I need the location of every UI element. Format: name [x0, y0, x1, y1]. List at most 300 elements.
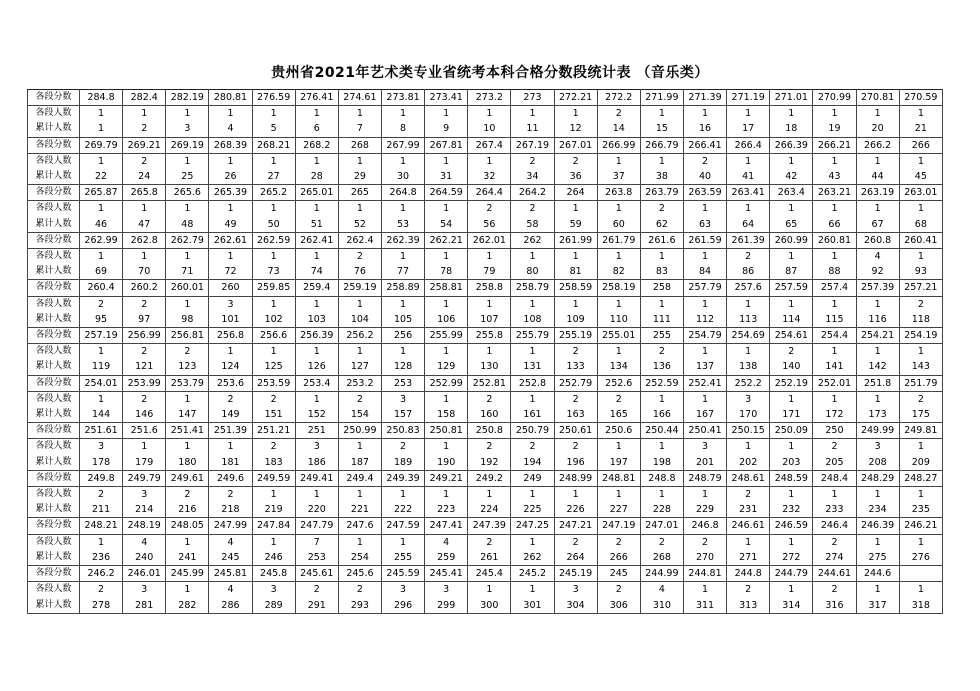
score-cell: 251.79: [899, 375, 942, 391]
score-cell: 245.2: [511, 566, 554, 582]
score-cell: 254.79: [683, 328, 726, 344]
cumulative-cell: 74: [295, 264, 338, 280]
cumulative-cell: 118: [899, 312, 942, 328]
score-cell: 247.59: [381, 518, 424, 534]
count-cell: 4: [856, 249, 899, 265]
count-cell: 1: [80, 249, 123, 265]
count-cell: 1: [813, 344, 856, 360]
count-cell: 1: [123, 201, 166, 217]
score-cell: 262: [511, 232, 554, 248]
score-cell: 249.59: [252, 470, 295, 486]
count-row: [28, 106, 943, 122]
score-cell: 262.79: [166, 232, 209, 248]
cumulative-cell: 317: [856, 598, 899, 614]
score-cell: 245: [597, 566, 640, 582]
count-cell: 1: [856, 344, 899, 360]
score-cell: 250.79: [511, 423, 554, 439]
cumulative-cell: 134: [597, 359, 640, 375]
count-cell: 1: [770, 249, 813, 265]
score-cell: 276.59: [252, 90, 295, 106]
score-cell: 258.89: [381, 280, 424, 296]
score-cell: 260.41: [899, 232, 942, 248]
page-title: 贵州省2021年艺术类专业省统考本科合格分数段统计表 （音乐类）: [271, 65, 709, 81]
score-cell: 273.81: [381, 90, 424, 106]
cumulative-cell: 56: [468, 217, 511, 233]
score-cell: 261.39: [727, 232, 770, 248]
count-cell: 3: [252, 582, 295, 598]
count-cell: 2: [554, 344, 597, 360]
score-cell: 260.81: [813, 232, 856, 248]
cumulative-cell: 72: [209, 264, 252, 280]
score-cell: 248.61: [727, 470, 770, 486]
count-cell: 1: [511, 487, 554, 503]
cumulative-cell: 136: [640, 359, 683, 375]
cumulative-cell: 60: [597, 217, 640, 233]
score-cell: 255.19: [554, 328, 597, 344]
score-row-label: 各段分数: [28, 423, 80, 439]
count-cell: 3: [381, 582, 424, 598]
score-cell: 254.61: [770, 328, 813, 344]
score-cell: 247.19: [597, 518, 640, 534]
cumulative-cell: 313: [727, 598, 770, 614]
cumulative-cell: 58: [511, 217, 554, 233]
count-cell: 2: [123, 296, 166, 312]
score-cell: 266.2: [856, 137, 899, 153]
score-cell: 271.39: [683, 90, 726, 106]
count-cell: 2: [209, 487, 252, 503]
cumulative-cell: 274: [813, 550, 856, 566]
count-cell: 4: [123, 534, 166, 550]
score-row: [28, 232, 943, 248]
cumulative-cell: 306: [597, 598, 640, 614]
cumulative-cell: 180: [166, 455, 209, 471]
score-cell: 259.19: [338, 280, 381, 296]
cumulative-cell: 254: [338, 550, 381, 566]
cumulative-cell: 113: [727, 312, 770, 328]
cumulative-cell: 84: [683, 264, 726, 280]
cumulative-cell: 124: [209, 359, 252, 375]
count-cell: 1: [856, 487, 899, 503]
count-cell: 2: [597, 582, 640, 598]
cumulative-cell: 157: [381, 407, 424, 423]
cumulative-cell: 224: [468, 502, 511, 518]
cumulative-cell: 131: [511, 359, 554, 375]
score-cell: 267.01: [554, 137, 597, 153]
cumulative-cell: 209: [899, 455, 942, 471]
cumulative-cell: 198: [640, 455, 683, 471]
count-cell: 1: [899, 153, 942, 169]
cumulative-cell: 105: [381, 312, 424, 328]
cumulative-cell: 140: [770, 359, 813, 375]
score-cell: 255.79: [511, 328, 554, 344]
count-row-label: 各段人数: [28, 201, 80, 217]
cumulative-cell: 29: [338, 169, 381, 185]
score-cell: 246.59: [770, 518, 813, 534]
cumulative-cell: 65: [770, 217, 813, 233]
cumulative-cell: 34: [511, 169, 554, 185]
count-cell: 1: [252, 106, 295, 122]
count-cell: 1: [813, 391, 856, 407]
cumulative-row-label: 累计人数: [28, 359, 80, 375]
count-cell: 1: [338, 106, 381, 122]
cumulative-cell: 228: [640, 502, 683, 518]
cumulative-cell: 82: [597, 264, 640, 280]
score-cell: 256.6: [252, 328, 295, 344]
count-cell: 1: [770, 487, 813, 503]
cumulative-cell: 126: [295, 359, 338, 375]
cumulative-cell: 235: [899, 502, 942, 518]
cumulative-cell: 231: [727, 502, 770, 518]
count-cell: 1: [770, 296, 813, 312]
cumulative-cell: 102: [252, 312, 295, 328]
count-cell: 1: [683, 296, 726, 312]
cumulative-cell: 264: [554, 550, 597, 566]
count-cell: 3: [727, 391, 770, 407]
score-cell: 249.81: [899, 423, 942, 439]
score-cell: 264.2: [511, 185, 554, 201]
score-cell: 256.39: [295, 328, 338, 344]
score-cell: 266.4: [727, 137, 770, 153]
cumulative-cell: 218: [209, 502, 252, 518]
score-cell: 249: [511, 470, 554, 486]
count-row: [28, 439, 943, 455]
cumulative-cell: 151: [252, 407, 295, 423]
cumulative-cell: 197: [597, 455, 640, 471]
count-cell: 1: [468, 249, 511, 265]
count-cell: 2: [899, 296, 942, 312]
count-cell: 1: [899, 487, 942, 503]
cumulative-cell: 129: [425, 359, 468, 375]
score-cell: 265.39: [209, 185, 252, 201]
score-cell: 253.99: [123, 375, 166, 391]
score-cell: 253.79: [166, 375, 209, 391]
count-cell: 1: [511, 106, 554, 122]
cumulative-cell: 66: [813, 217, 856, 233]
count-cell: 1: [899, 439, 942, 455]
count-cell: 1: [640, 153, 683, 169]
count-cell: 2: [554, 153, 597, 169]
score-cell: 250.8: [468, 423, 511, 439]
count-row-label: 各段人数: [28, 391, 80, 407]
score-cell: 260.01: [166, 280, 209, 296]
cumulative-cell: 68: [899, 217, 942, 233]
cumulative-cell: 282: [166, 598, 209, 614]
count-cell: 4: [209, 582, 252, 598]
count-cell: 1: [468, 344, 511, 360]
cumulative-cell: 316: [813, 598, 856, 614]
count-cell: 1: [468, 106, 511, 122]
cumulative-cell: 173: [856, 407, 899, 423]
score-distribution-table: [27, 89, 943, 614]
score-cell: 261.79: [597, 232, 640, 248]
count-cell: 1: [597, 439, 640, 455]
count-cell: 1: [252, 344, 295, 360]
cumulative-cell: 272: [770, 550, 813, 566]
count-cell: 1: [856, 534, 899, 550]
count-cell: 2: [727, 582, 770, 598]
score-cell: 267.81: [425, 137, 468, 153]
count-cell: 4: [209, 534, 252, 550]
score-cell: 255.8: [468, 328, 511, 344]
cumulative-cell: 46: [80, 217, 123, 233]
count-cell: 2: [123, 153, 166, 169]
count-cell: 2: [166, 344, 209, 360]
count-cell: 1: [295, 153, 338, 169]
score-cell: 263.79: [640, 185, 683, 201]
count-cell: 2: [80, 582, 123, 598]
count-cell: 2: [468, 391, 511, 407]
score-cell: 246.39: [856, 518, 899, 534]
cumulative-cell: 73: [252, 264, 295, 280]
score-cell: 248.27: [899, 470, 942, 486]
count-cell: 1: [166, 534, 209, 550]
cumulative-cell: 3: [166, 121, 209, 137]
count-cell: 1: [209, 106, 252, 122]
score-row-label: 各段分数: [28, 566, 80, 582]
score-cell: 245.41: [425, 566, 468, 582]
cumulative-cell: 92: [856, 264, 899, 280]
score-cell: 263.21: [813, 185, 856, 201]
score-cell: 245.6: [338, 566, 381, 582]
score-cell: 254.4: [813, 328, 856, 344]
count-cell: 4: [640, 582, 683, 598]
cumulative-cell: 203: [770, 455, 813, 471]
cumulative-cell: 289: [252, 598, 295, 614]
count-cell: 1: [123, 249, 166, 265]
score-cell: 262.01: [468, 232, 511, 248]
count-cell: 2: [468, 201, 511, 217]
score-cell: 250.44: [640, 423, 683, 439]
score-cell: 256.81: [166, 328, 209, 344]
score-cell: 255.99: [425, 328, 468, 344]
cumulative-cell: 93: [899, 264, 942, 280]
score-cell: 246.8: [683, 518, 726, 534]
cumulative-cell: 296: [381, 598, 424, 614]
count-cell: 1: [381, 487, 424, 503]
count-cell: 1: [597, 487, 640, 503]
count-cell: 2: [252, 439, 295, 455]
count-cell: 1: [856, 153, 899, 169]
count-cell: 3: [209, 296, 252, 312]
cumulative-cell: 110: [597, 312, 640, 328]
count-cell: 2: [899, 391, 942, 407]
count-cell: 1: [468, 487, 511, 503]
cumulative-cell: 246: [252, 550, 295, 566]
count-row: [28, 582, 943, 598]
count-cell: 1: [425, 106, 468, 122]
count-cell: 3: [554, 582, 597, 598]
score-row-label: 各段分数: [28, 232, 80, 248]
cumulative-cell: 158: [425, 407, 468, 423]
count-cell: 1: [425, 344, 468, 360]
count-cell: 2: [683, 534, 726, 550]
count-row-label: 各段人数: [28, 439, 80, 455]
score-cell: 252.19: [770, 375, 813, 391]
cumulative-cell: 147: [166, 407, 209, 423]
cumulative-row: [28, 407, 943, 423]
score-cell: 250.81: [425, 423, 468, 439]
cumulative-cell: 314: [770, 598, 813, 614]
cumulative-cell: 196: [554, 455, 597, 471]
cumulative-cell: 10: [468, 121, 511, 137]
cumulative-cell: 299: [425, 598, 468, 614]
count-cell: 1: [425, 249, 468, 265]
cumulative-cell: 286: [209, 598, 252, 614]
cumulative-cell: 293: [338, 598, 381, 614]
count-cell: 1: [554, 249, 597, 265]
count-cell: 2: [813, 534, 856, 550]
cumulative-cell: 161: [511, 407, 554, 423]
count-cell: 1: [468, 153, 511, 169]
count-cell: 1: [468, 582, 511, 598]
cumulative-cell: 163: [554, 407, 597, 423]
cumulative-cell: 229: [683, 502, 726, 518]
count-cell: 1: [381, 201, 424, 217]
score-cell: 257.21: [899, 280, 942, 296]
count-cell: 1: [511, 534, 554, 550]
score-cell: 247.99: [209, 518, 252, 534]
score-cell: 252.79: [554, 375, 597, 391]
cumulative-cell: 241: [166, 550, 209, 566]
score-cell: 250.15: [727, 423, 770, 439]
score-cell: 266: [899, 137, 942, 153]
cumulative-cell: 183: [252, 455, 295, 471]
count-cell: 1: [166, 249, 209, 265]
count-cell: 1: [80, 344, 123, 360]
score-cell: 274.61: [338, 90, 381, 106]
score-row-label: 各段分数: [28, 470, 80, 486]
score-cell: 265.6: [166, 185, 209, 201]
cumulative-cell: 236: [80, 550, 123, 566]
count-cell: 1: [252, 201, 295, 217]
cumulative-cell: 166: [640, 407, 683, 423]
score-cell: 264.4: [468, 185, 511, 201]
score-cell: 280.81: [209, 90, 252, 106]
cumulative-cell: 167: [683, 407, 726, 423]
score-cell: 253.2: [338, 375, 381, 391]
count-cell: 1: [554, 487, 597, 503]
score-cell: 251.39: [209, 423, 252, 439]
score-cell: 255.01: [597, 328, 640, 344]
score-cell: 254.69: [727, 328, 770, 344]
score-cell: 248.8: [640, 470, 683, 486]
cumulative-row-label: 累计人数: [28, 121, 80, 137]
score-cell: 265.2: [252, 185, 295, 201]
score-cell: 250.99: [338, 423, 381, 439]
cumulative-cell: 253: [295, 550, 338, 566]
count-cell: 2: [511, 201, 554, 217]
cumulative-row-label: 累计人数: [28, 217, 80, 233]
cumulative-row: [28, 359, 943, 375]
score-cell: 248.81: [597, 470, 640, 486]
score-cell: 273.41: [425, 90, 468, 106]
count-cell: 1: [166, 439, 209, 455]
count-cell: 2: [338, 391, 381, 407]
count-cell: 1: [425, 439, 468, 455]
count-row-label: 各段人数: [28, 582, 80, 598]
count-row-label: 各段人数: [28, 249, 80, 265]
score-cell: 259.4: [295, 280, 338, 296]
score-cell: 258.81: [425, 280, 468, 296]
score-row: [28, 90, 943, 106]
count-cell: 2: [511, 153, 554, 169]
cumulative-cell: 142: [856, 359, 899, 375]
cumulative-cell: 138: [727, 359, 770, 375]
cumulative-cell: 178: [80, 455, 123, 471]
score-cell: 247.21: [554, 518, 597, 534]
score-cell: 249.39: [381, 470, 424, 486]
cumulative-cell: 300: [468, 598, 511, 614]
cumulative-cell: 86: [727, 264, 770, 280]
count-row: [28, 487, 943, 503]
count-cell: 1: [511, 344, 554, 360]
count-cell: 1: [899, 106, 942, 122]
count-cell: 1: [338, 439, 381, 455]
score-cell: 251.21: [252, 423, 295, 439]
score-cell: 244.8: [727, 566, 770, 582]
score-cell: 264: [554, 185, 597, 201]
count-cell: 1: [381, 344, 424, 360]
score-cell: 264.59: [425, 185, 468, 201]
cumulative-cell: 106: [425, 312, 468, 328]
cumulative-cell: 7: [338, 121, 381, 137]
cumulative-cell: 88: [813, 264, 856, 280]
count-cell: 1: [252, 534, 295, 550]
count-cell: 1: [166, 106, 209, 122]
cumulative-cell: 26: [209, 169, 252, 185]
score-cell: 246.61: [727, 518, 770, 534]
cumulative-cell: 79: [468, 264, 511, 280]
count-cell: 1: [295, 391, 338, 407]
count-cell: 1: [209, 153, 252, 169]
score-cell: 252.8: [511, 375, 554, 391]
cumulative-cell: 9: [425, 121, 468, 137]
count-cell: 2: [295, 582, 338, 598]
count-cell: 1: [252, 296, 295, 312]
score-cell: 262.21: [425, 232, 468, 248]
count-cell: 1: [80, 534, 123, 550]
cumulative-cell: 59: [554, 217, 597, 233]
score-cell: 272.2: [597, 90, 640, 106]
cumulative-cell: 14: [597, 121, 640, 137]
cumulative-cell: 50: [252, 217, 295, 233]
cumulative-cell: 225: [511, 502, 554, 518]
count-row-label: 各段人数: [28, 296, 80, 312]
count-cell: 1: [209, 201, 252, 217]
count-cell: 1: [425, 296, 468, 312]
count-row-label: 各段人数: [28, 487, 80, 503]
score-cell: 247.84: [252, 518, 295, 534]
cumulative-cell: 4: [209, 121, 252, 137]
cumulative-cell: 146: [123, 407, 166, 423]
count-cell: 1: [295, 106, 338, 122]
score-cell: 264.8: [381, 185, 424, 201]
count-cell: 1: [295, 487, 338, 503]
count-cell: 1: [770, 534, 813, 550]
cumulative-cell: 121: [123, 359, 166, 375]
score-row: [28, 137, 943, 153]
count-cell: 1: [640, 106, 683, 122]
cumulative-cell: 270: [683, 550, 726, 566]
cumulative-cell: 5: [252, 121, 295, 137]
count-cell: 1: [640, 487, 683, 503]
score-cell: 270.99: [813, 90, 856, 106]
score-cell: 269.79: [80, 137, 123, 153]
score-cell: 270.81: [856, 90, 899, 106]
score-cell: 265.8: [123, 185, 166, 201]
cumulative-cell: 310: [640, 598, 683, 614]
count-cell: 1: [209, 439, 252, 455]
